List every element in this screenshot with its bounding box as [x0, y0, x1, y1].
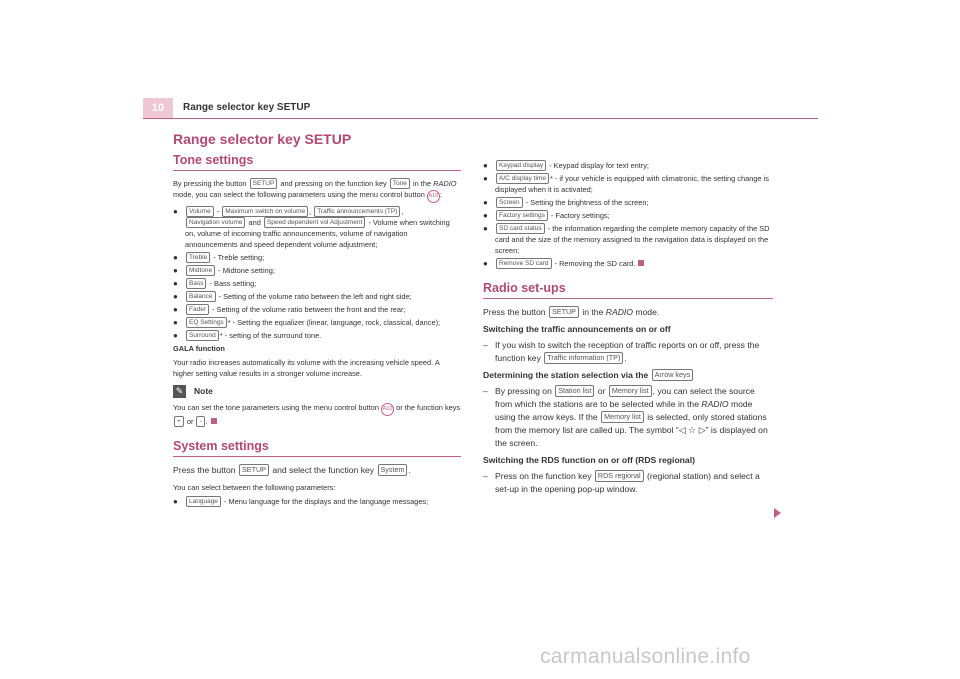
text: , you can select the source from which the stations are to be selected while in the	[495, 386, 755, 409]
text: in the	[579, 307, 606, 317]
setup-key: SETUP	[250, 178, 278, 189]
text: By pressing the button	[173, 179, 249, 188]
setup-key: SETUP	[239, 464, 269, 476]
system-heading: System settings	[173, 441, 461, 457]
text: Determining the station selection via the	[483, 370, 651, 380]
radio-mode: RADIO	[605, 307, 633, 317]
text: - Setting of the volume ratio between the front and the rear;	[209, 305, 406, 314]
text: - Setting the brightness of the screen;	[523, 198, 649, 207]
text: :	[439, 190, 442, 199]
text: ,	[309, 207, 314, 216]
system-key: System	[378, 464, 408, 476]
text: and	[246, 218, 263, 227]
arrow-keys-key: Arrow keys	[652, 369, 694, 381]
header-rule	[143, 118, 818, 119]
main-title: Range selector key SETUP	[173, 131, 352, 147]
text: * - if your vehicle is equipped with climatronic, the setting change is displayed when it is activated;	[495, 174, 769, 194]
speed-volume-key: Speed dependent vol Adjustment	[264, 217, 365, 228]
tone-intro	[173, 178, 461, 203]
nav-volume-key: Navigation volume	[186, 217, 245, 228]
bullet-icon: ●	[173, 207, 178, 216]
right-column	[483, 160, 773, 504]
max-volume-key: Maximum switch on volume	[222, 206, 308, 217]
text: and select the function key	[269, 465, 377, 475]
traffic-info-key: Traffic information (TP)	[544, 352, 623, 364]
text: in the	[410, 179, 434, 188]
list-item	[483, 197, 773, 208]
plus-key: +	[174, 416, 184, 427]
text: - Treble setting;	[211, 253, 265, 262]
text: - Menu language for the displays and the language messages;	[221, 497, 429, 506]
control-button-ref: A10	[427, 190, 440, 203]
list-item	[173, 265, 461, 276]
radio-intro	[483, 306, 773, 319]
bullet-icon: ●	[483, 211, 488, 220]
list-item	[173, 496, 461, 507]
arrow-star-symbol-icon: ◁ ☆ ▷	[678, 425, 706, 435]
watermark: carmanualsonline.info	[540, 645, 751, 668]
list-item	[483, 160, 773, 171]
screen-key: Screen	[496, 197, 523, 208]
text: or the function keys	[394, 403, 461, 412]
station-selection-heading	[483, 369, 773, 382]
radio-heading: Radio set-ups	[483, 283, 773, 299]
list-item	[483, 339, 773, 365]
volume-key: Volume	[186, 206, 214, 217]
text: -	[214, 207, 222, 216]
text: - Removing the SD card.	[552, 259, 636, 268]
text: Press the button	[483, 307, 548, 317]
tone-heading: Tone settings	[173, 155, 461, 171]
text: ,	[401, 207, 404, 216]
text: mode.	[632, 307, 660, 317]
bass-key: Bass	[186, 278, 206, 289]
station-list-key: Station list	[555, 385, 594, 397]
bullet-icon: ●	[173, 497, 178, 506]
dash-icon: –	[483, 340, 488, 350]
list-item	[483, 258, 773, 269]
text: is selected, only stored stations from the memory list are called up. The symbol “	[495, 412, 767, 435]
bullet-icon: ●	[173, 318, 178, 327]
bullet-icon: ●	[173, 279, 178, 288]
bullet-icon: ●	[483, 259, 488, 268]
note-text	[173, 402, 461, 427]
text: - Keypad display for text entry;	[547, 161, 649, 170]
text: - Setting of the volume ratio between the left and right side;	[216, 292, 412, 301]
tone-section	[173, 155, 461, 427]
list-item	[173, 291, 461, 302]
gala-text: Your radio increases automatically its volume with the increasing vehicle speed. A higher setting value results in a stronger volume increase.	[173, 358, 440, 378]
list-item	[483, 173, 773, 195]
bullet-icon: ●	[173, 331, 178, 340]
running-title: Range selector key SETUP	[183, 102, 311, 113]
factory-settings-key: Factory settings	[496, 210, 548, 221]
bullet-icon: ●	[173, 253, 178, 262]
remove-sd-card-key: Remove SD card	[496, 258, 552, 269]
text: .	[408, 465, 411, 475]
gala-heading: GALA function	[173, 344, 225, 353]
text: mode using the arrow keys. If the	[495, 399, 753, 422]
ac-display-time-key: A/C display time	[496, 173, 549, 184]
bullet-icon: ●	[483, 174, 488, 183]
balance-key: Balance	[186, 291, 216, 302]
bullet-icon: ●	[483, 161, 488, 170]
rds-heading: Switching the RDS function on or off (RDS regional)	[483, 455, 695, 465]
list-item	[173, 206, 461, 250]
rds-regional-key: RDS regional	[595, 470, 644, 482]
list-item	[483, 223, 773, 256]
control-button-ref: A10	[381, 403, 394, 416]
bullet-icon: ●	[483, 198, 488, 207]
setup-key: SETUP	[549, 306, 579, 318]
system-params: You can select between the following parameters:	[173, 483, 336, 492]
list-item	[173, 317, 461, 328]
text: or	[184, 417, 196, 426]
radio-section	[483, 283, 773, 496]
surround-key: Surround	[186, 330, 219, 341]
keypad-display-key: Keypad display	[496, 160, 546, 171]
text: * - setting of the surround tone.	[219, 331, 322, 340]
traffic-key: Traffic announcements (TP)	[314, 206, 400, 217]
text: or	[595, 386, 608, 396]
page-number: 10	[143, 98, 173, 118]
dash-icon: –	[483, 386, 488, 396]
section-end-icon	[211, 418, 217, 424]
note-label: Note	[194, 386, 213, 396]
memory-list-key: Memory list	[609, 385, 652, 397]
list-item	[483, 385, 773, 450]
traffic-heading: Switching the traffic announcements on or off	[483, 324, 671, 334]
minus-key: -	[196, 416, 204, 427]
text: and pressing on the function key	[278, 179, 389, 188]
text: - Midtone setting;	[216, 266, 275, 275]
note-title	[173, 385, 461, 398]
text: Press on the function key	[495, 471, 594, 481]
dash-icon: –	[483, 471, 488, 481]
note-icon: ✎	[173, 385, 186, 398]
midtone-key: Midtone	[186, 265, 215, 276]
bullet-icon: ●	[173, 292, 178, 301]
language-key: Language	[186, 496, 221, 507]
text: .	[205, 417, 208, 426]
text: ” is displayed on the screen.	[495, 425, 768, 448]
list-item	[173, 330, 461, 341]
text: * - Setting the equalizer (linear, language, rock, classical, dance);	[227, 318, 441, 327]
text: mode, you can select the following parameters using the menu control button	[173, 190, 427, 199]
text: - Volume when switching on, volume of incoming traffic announcements, volume of navigation announcements and speed dependent volume adjustment;	[185, 218, 450, 249]
list-item	[483, 210, 773, 221]
tone-key: Tone	[390, 178, 410, 189]
sd-card-status-key: SD card status	[496, 223, 545, 234]
bullet-icon: ●	[173, 266, 178, 275]
text: By pressing on	[495, 386, 555, 396]
text: .	[624, 353, 627, 363]
system-section	[173, 441, 461, 507]
memory-list-key: Memory list	[601, 411, 644, 423]
eq-settings-key: EQ Settings	[186, 317, 227, 328]
list-item	[173, 252, 461, 263]
text: Press the button	[173, 465, 238, 475]
list-item	[483, 470, 773, 496]
radio-mode: RADIO	[433, 179, 457, 188]
text: You can set the tone parameters using the menu control button	[173, 403, 382, 412]
left-column	[173, 131, 461, 515]
list-item	[173, 278, 461, 289]
fader-key: Fader	[186, 304, 209, 315]
text: - Factory settings;	[548, 211, 610, 220]
text: - the information regarding the complete memory capacity of the SD card and the size of the memory assigned to the navigation data is displayed on the screen;	[495, 224, 770, 255]
text: - Bass setting;	[207, 279, 257, 288]
radio-mode: RADIO	[701, 399, 729, 409]
treble-key: Treble	[186, 252, 210, 263]
text: (regional station) and select a set-up in the opening pop-up window.	[495, 471, 760, 494]
list-item	[173, 304, 461, 315]
system-intro	[173, 464, 461, 477]
next-page-arrow-icon	[774, 508, 781, 518]
bullet-icon: ●	[173, 305, 178, 314]
section-end-icon	[638, 260, 644, 266]
text: If you wish to switch the reception of traffic reports on or off, press the function key	[495, 340, 760, 363]
bullet-icon: ●	[483, 224, 488, 233]
